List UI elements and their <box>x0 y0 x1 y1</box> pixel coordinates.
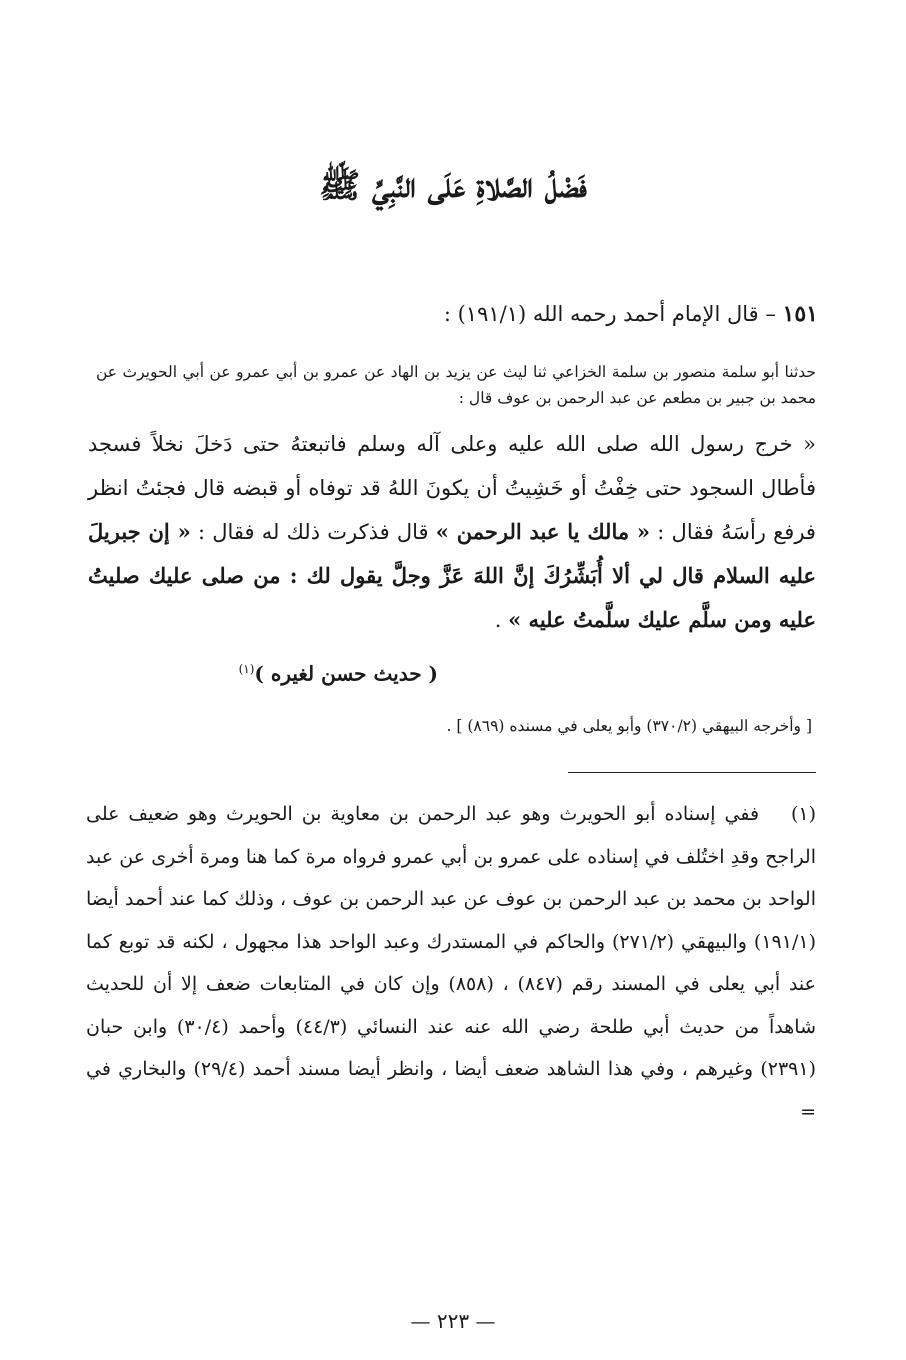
hadith-intro: – قال الإمام أحمد رحمه الله (١٩١/١) : <box>443 302 776 326</box>
footnote <box>86 793 816 1133</box>
hadith-heading <box>78 296 818 332</box>
footnote-marker: (١) <box>790 803 816 825</box>
hadith-isnad: حدثنا أبو سلمة منصور بن سلمة الخزاعي ثنا ليث عن يزيد بن الهاد عن عمرو بن أبي عمرو عن أبي الحويرث عن محمد بن جبير بن مطعم عن عبد الرحمن بن عوف قال : <box>96 363 816 407</box>
matn-text-1: « خرج رسول الله صلى الله عليه وعلى آله وسلم فاتبعتهُ حتى دَخلَ نخلاً فسجد فأطال السجود حتى خِفْتُ أو خَشِيتُ أن يكونَ اللهُ قد توفاه أو قبضه قال فجئتُ انظر فرفع رأسَهُ فقال : <box>88 432 816 544</box>
chapter-title: فَضْلُ الصَّلاةِ عَلَى النَّبِيِّ ﷺ <box>319 166 587 206</box>
page-number: — ٢٢٣ — <box>410 1309 496 1333</box>
takhrij-note: [ وأخرجه البيهقي (٣٧٠/٢) وأبو يعلى في مسنده (٨٦٩) ] . <box>446 717 812 735</box>
hadith-matn <box>88 422 816 642</box>
hadith-grade <box>138 652 438 691</box>
hadith-number: ١٥١ <box>782 301 818 327</box>
footnote-ref: (١) <box>238 662 255 676</box>
footnote-text: ففي إسناده أبو الحويرث وهو عبد الرحمن بن معاوية بن الحويرث وهو ضعيف على الراجح وقدِ اختُلف في إسناده على عمرو بن أبي عمرو فرواه مرة كما هنا ومرة أخرى عن عبد الواحد بن محمد بن عبد الرحمن بن عوف عن عبد الرحمن بن عوف ، وذلك كما عند أحمد أيضا (١٩١/١) والبيهقي (٢٧١/٢) والحاكم في المستدرك وعبد الواحد هذا مجهول ، لكنه قد توبع كما عند أبي يعلى في المسند رقم (٨٤٧) ، (٨٥٨) وإن كان في المتابعات ضعف إلا أن للحديث شاهداً من حديث أبي طلحة رضي الله عنه عند النسائي (٤٤/٣) وأحمد (٣٠/٤) وابن حبان (٢٣٩١) وغيرهم ، وفي هذا الشاهد ضعف أيضا ، وانظر أيضا مسند أحمد (٢٩/٤) والبخاري في = <box>86 803 817 1123</box>
footnote-divider <box>568 772 816 773</box>
matn-quote-2: « إن جبريلَ عليه السلام قال لي ألا أُبَشِّرُكَ إنَّ اللهَ عَزَّ وجلَّ يقول لك : من صلى عليك صليتُ عليه ومن سلَّم عليك سلَّمتُ عليه » <box>88 519 816 632</box>
matn-end: . <box>494 608 502 632</box>
matn-text-2: قال فذكرت ذلك له فقال : <box>197 520 429 544</box>
matn-quote-1: « مالك يا عبد الرحمن » <box>435 519 651 544</box>
grade-text: ( حديث حسن لغيره ) <box>254 661 438 686</box>
